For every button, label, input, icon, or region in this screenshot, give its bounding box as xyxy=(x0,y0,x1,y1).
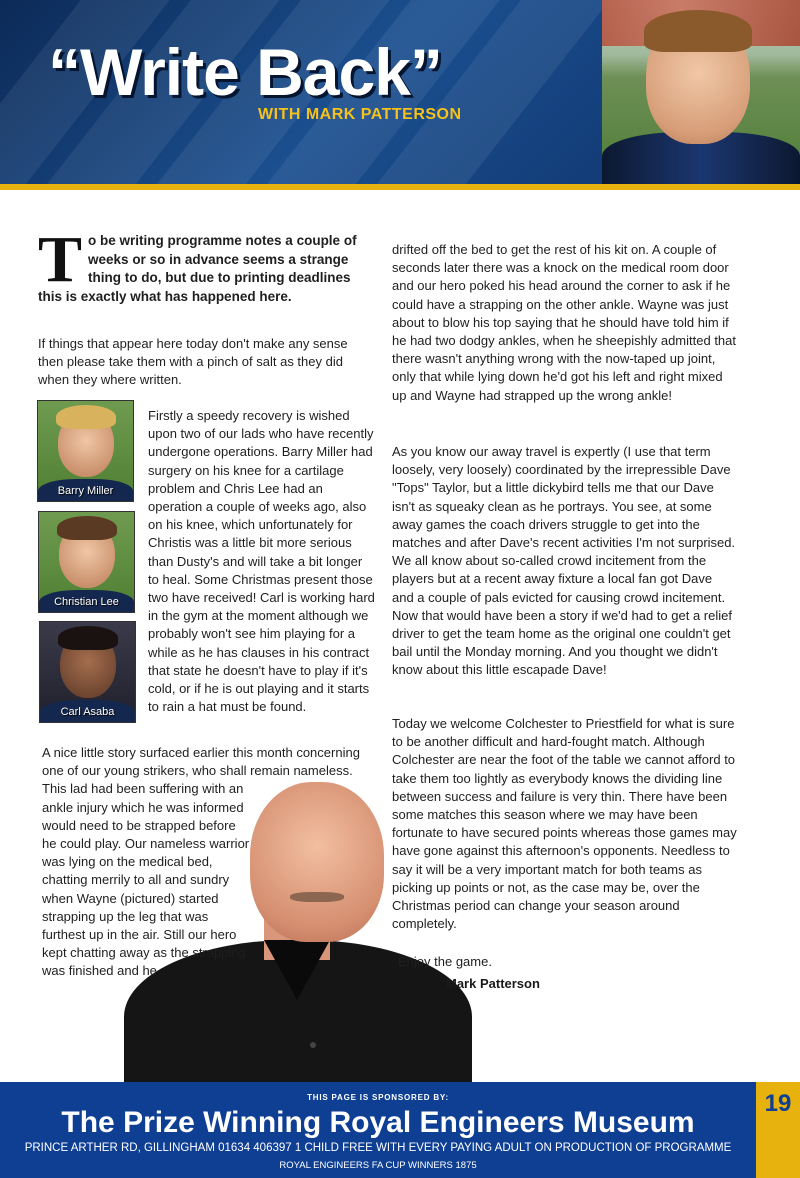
photo-shirt-button xyxy=(310,1042,316,1048)
author-photo xyxy=(602,0,800,184)
sponsor-footer xyxy=(0,1082,800,1178)
article-paragraph: drifted off the bed to get the rest of his kit on. A couple of seconds later there was a knock on the medical room door and our hero poked his head around the corner to ask if he could have a strapping on the other ankle. Wayne was just about to blow his top saying that he should have told him if he had two dodgy ankles, when he sheepishly admitted that there wasn't anything wrong with the now-taped up joint, only that while lying down he'd got his left and right mixed up and Wayne had strapped up the wrong ankle! xyxy=(392,242,737,403)
sponsor-note: ROYAL ENGINEERS FA CUP WINNERS 1875 xyxy=(279,1160,477,1171)
photo-caption: Carl Asaba xyxy=(60,706,115,718)
player-photo-carl-asaba xyxy=(39,621,136,723)
sponsor-name: The Prize Winning Royal Engineers Museum xyxy=(61,1106,695,1139)
player-photo-barry-miller xyxy=(37,400,134,502)
photo-hair xyxy=(644,10,752,52)
page-subtitle: WITH MARK PATTERSON xyxy=(258,106,462,123)
article-paragraph: Enjoy the game. xyxy=(398,954,492,969)
player-hair xyxy=(57,516,117,540)
page-number: 19 xyxy=(764,1090,792,1117)
paragraph-wide-text: A nice little story surfaced earlier this month concerning one of our young strikers, who shall remain nameless. xyxy=(42,745,360,779)
player-hair xyxy=(56,405,116,429)
photo-caption: Christian Lee xyxy=(54,596,119,608)
header-banner xyxy=(0,0,800,190)
article-paragraph: As you know our away travel is expertly (I use that term loosely, very loosely) coordinated by the irrepressible Dave "Tops" Taylor, but a little dickybird tells me that our Dave isn't as squeaky clean as he portrays. You see, at some away games the coach drivers struggle to get into the matches and after Dave's recent activities I'm not surprised. We all know about so-called crowd incitement from the players but at a recent away fixture a local fan got Dave and a couple of pals evicted for causing crowd incitement. Now that would have been a story if we'd had to get a relief driver to get the team home as the original one couldn't get bail until the Monday morning. And you thought we didn't know about this little escapade Dave! xyxy=(392,444,736,678)
author-signature: Mark Patterson xyxy=(446,976,540,991)
sponsor-label: THIS PAGE IS SPONSORED BY: xyxy=(307,1093,449,1102)
article-paragraph: Firstly a speedy recovery is wished upon two of our lads who have recently undergone operations. Barry Miller had surgery on his knee for a cartilage problem and Chris Lee had an operation a couple of weeks ago, also on his knee, which unfortunately for Christis was a little bit more serious than Dusty's and will take a bit longer to heal. Some Christmas present those two have received! Carl is working hard in the gym at the moment although we probably won't see him playing for a while as he has clauses in his contract that state he doesn't have to play if it's cold, or if he is out playing and it starts to rain a hat must be found. xyxy=(148,408,375,715)
drop-cap: T xyxy=(38,223,83,296)
intro-text: o be writing programme notes a couple of weeks or so in advance seems a strange thing to do, but due to printing deadlines this is exactly what has happened here. xyxy=(38,233,357,304)
header-divider xyxy=(0,184,800,190)
player-hair xyxy=(58,626,118,650)
photo-caption: Barry Miller xyxy=(57,485,114,497)
article-paragraph xyxy=(42,744,382,981)
sponsor-address: PRINCE ARTHER RD, GILLINGHAM 01634 406397 1 CHILD FREE WITH EVERY PAYING ADULT ON PRODUCTION OF PROGRAMME xyxy=(24,1142,732,1154)
article-paragraph: If things that appear here today don't make any sense then please take them with a pinch of salt as they did when they where written. xyxy=(38,336,348,388)
player-photo-christian-lee xyxy=(38,511,135,613)
intro-paragraph xyxy=(38,223,368,306)
page-title: “Write Back” xyxy=(48,35,442,109)
article-paragraph: Today we welcome Colchester to Priestfield for what is sure to be another difficult and hard-fought match. Although Colchester are near the foot of the table we cannot afford to take them too lightly as everybody knows the dividing line between success and failure is very thin. There have been some matches this season where we may have been fortunate to have secured points whereas those games may have gone against this afternoon's opponents. Needless to say it will be a very important match for both teams as picking up points or not, as the case may be, over the Christmas period can change your season around completely. xyxy=(392,716,737,932)
paragraph-narrow-text: This lad had been suffering with an ankle injury which he was informed would need to be strapped before he could play. Our nameless warrior was lying on the medical bed, chatting merrily to all and sundry when Wayne (pictured) started strapping up the leg that was furthest up in the air. Still our hero kept chatting away as the strapping was finished and he xyxy=(42,781,250,979)
